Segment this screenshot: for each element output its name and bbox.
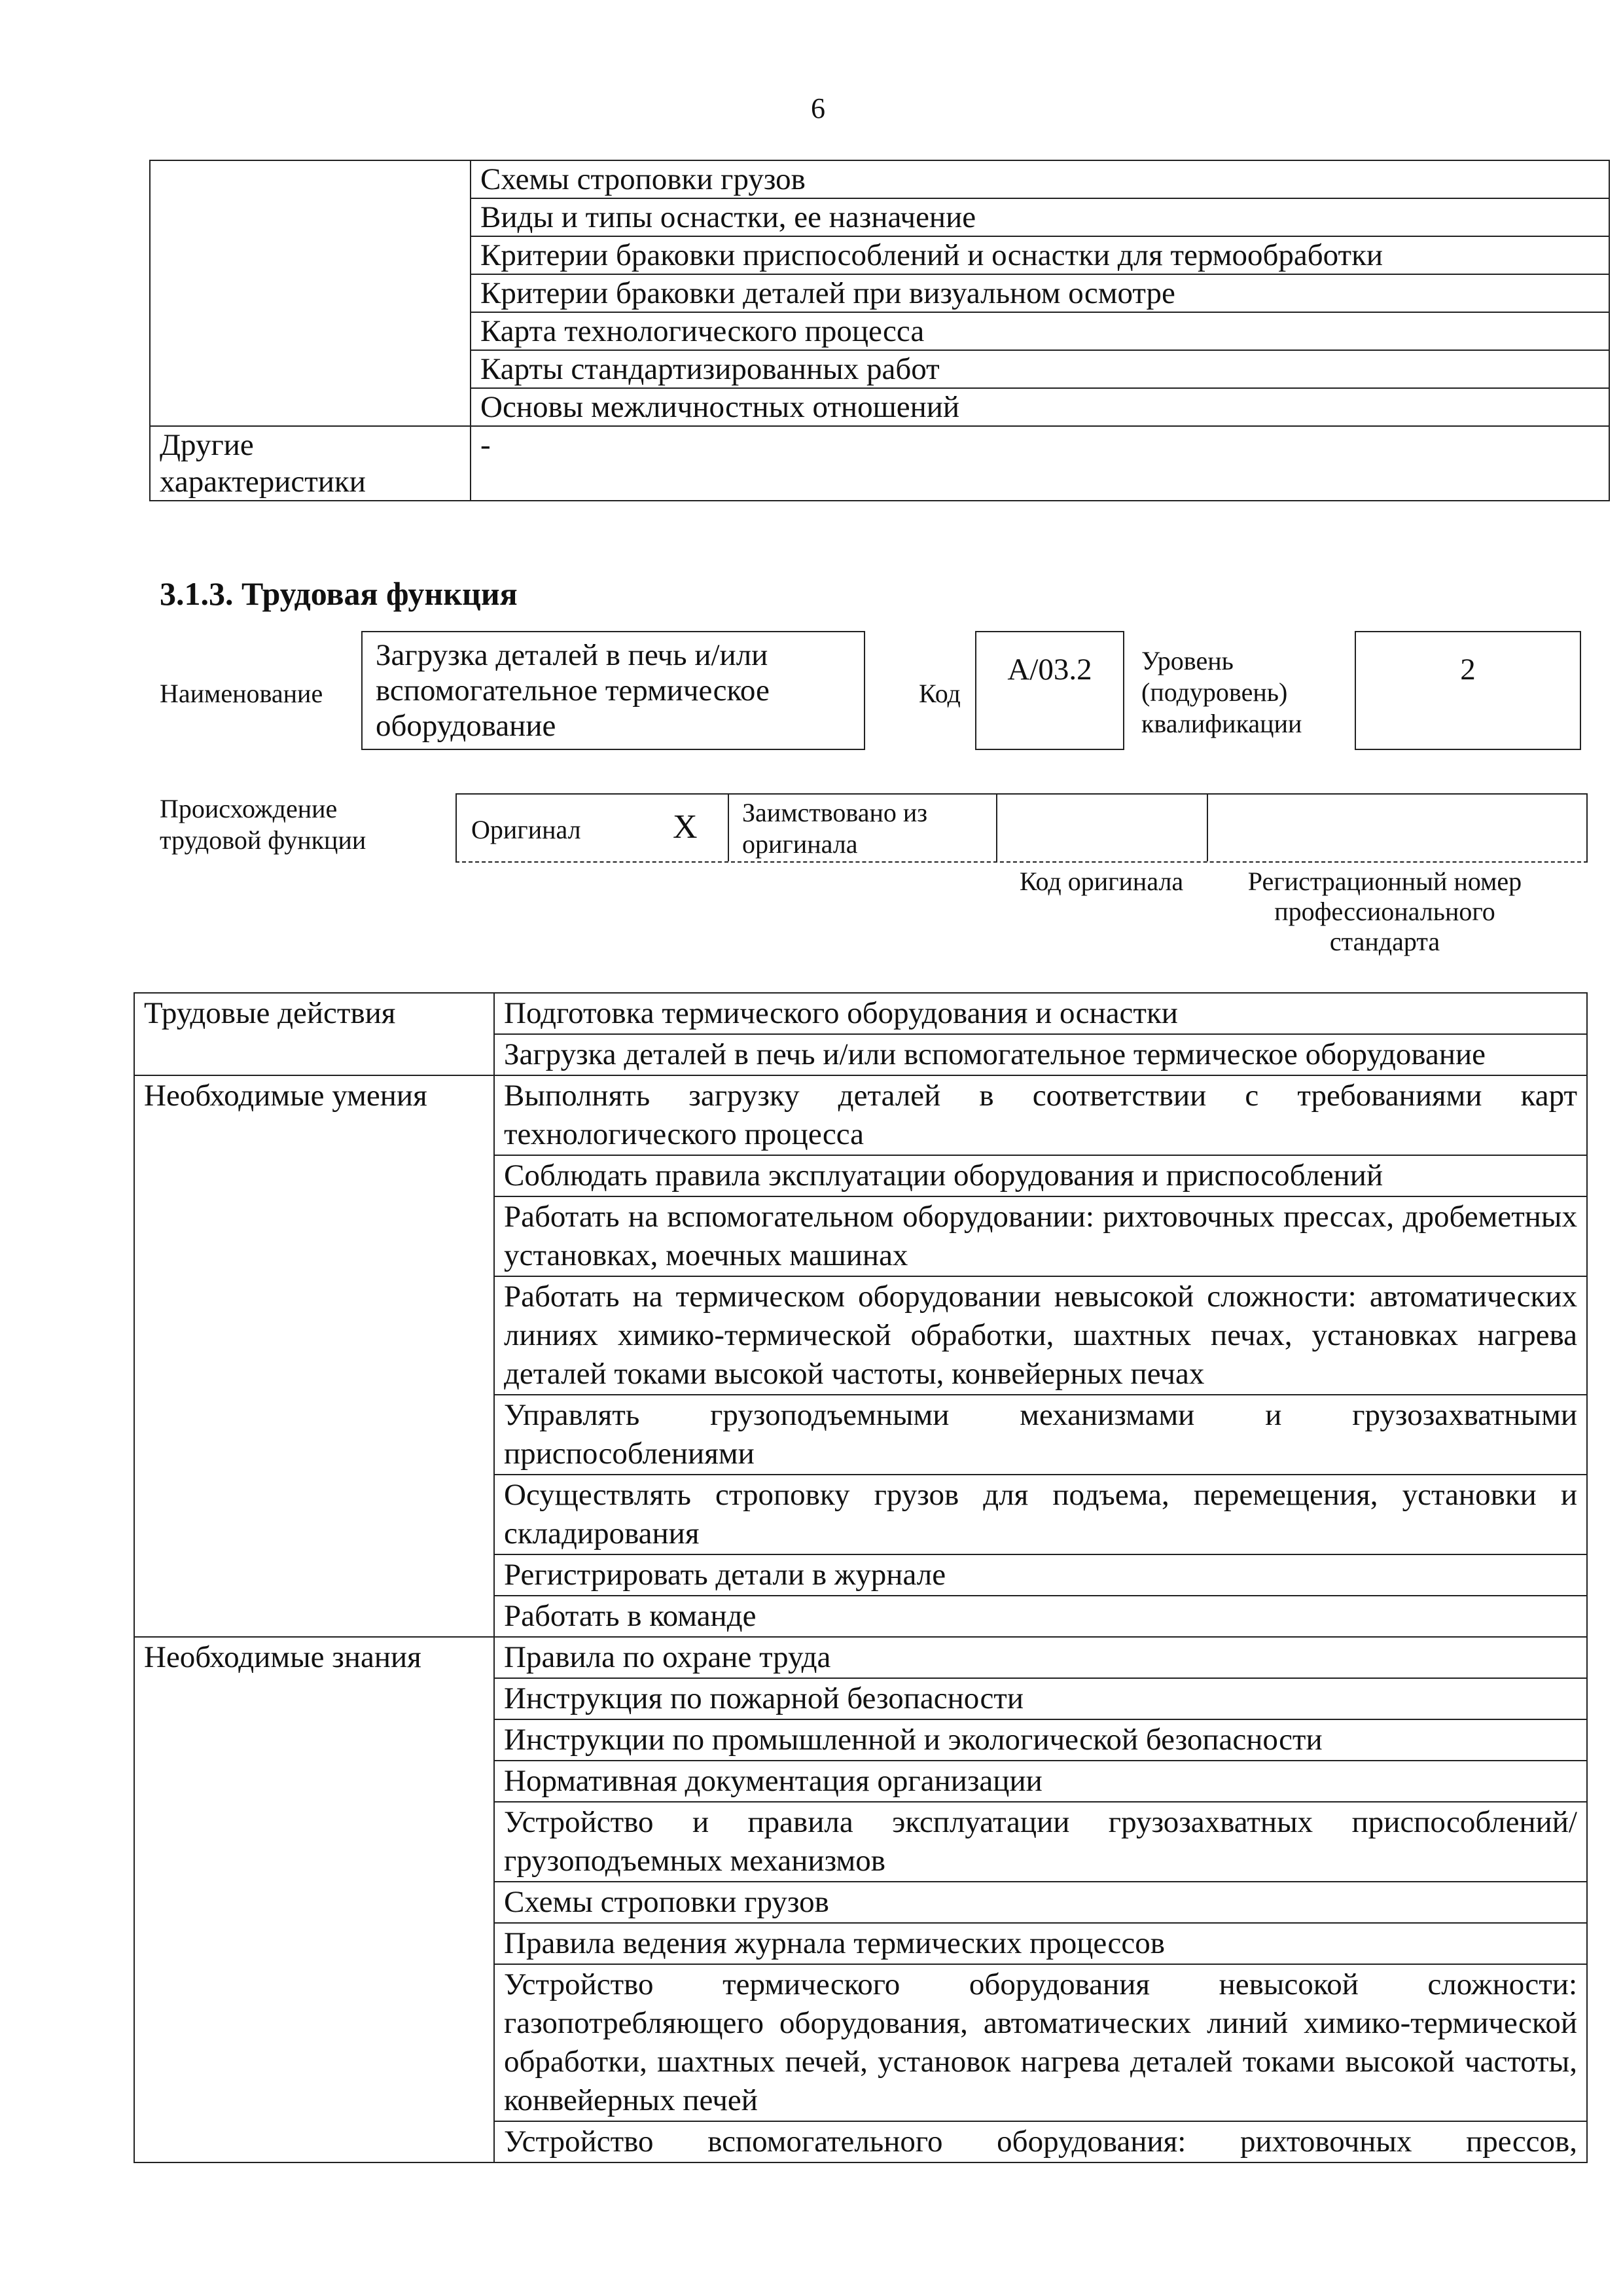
skill-item: Работать на термическом оборудовании невысокой сложности: автоматических линиях химико-термической обработки, шахтных печах, установках нагрева деталей токами высокой частоты, конвейерных печах (494, 1276, 1587, 1395)
skills-label: Необходимые умения (134, 1075, 494, 1637)
knowledge-item: Основы межличностных отношений (471, 388, 1609, 426)
skill-item: Работать на вспомогательном оборудовании: рихтовочных прессах, дробеметных установках, моечных машинах (494, 1196, 1587, 1276)
knowledge-item: Критерии браковки приспособлений и оснастки для термообработки (471, 236, 1609, 274)
original-mark: X (673, 808, 698, 846)
level-box (1355, 631, 1581, 750)
knowledge-row: Инструкция по пожарной безопасности (494, 1678, 1587, 1719)
code-value: А/03.2 (1007, 653, 1092, 687)
skill-item: Управлять грузоподъемными механизмами и грузозахватными приспособлениями (494, 1395, 1587, 1475)
skill-item: Выполнять загрузку деталей в соответствии с требованиями карт технологического процесса (494, 1075, 1587, 1155)
original-cell (457, 795, 729, 861)
reg-caption: Регистрационный номер профессионального стандарта (1247, 867, 1522, 956)
skill-item: Осуществлять строповку грузов для подъема, перемещения, установки и складирования (494, 1475, 1587, 1554)
empty-label-cell (150, 160, 471, 426)
knowledge-item: Карты стандартизированных работ (471, 350, 1609, 388)
name-label: Наименование (160, 679, 323, 708)
action-item: Загрузка деталей в печь и/или вспомогательное термическое оборудование (494, 1034, 1587, 1075)
knowledge-item: Схемы строповки грузов (471, 160, 1609, 198)
other-characteristics-value: - (471, 426, 1609, 501)
section-title: 3.1.3. Трудовая функция (160, 575, 518, 612)
continuation-table (149, 160, 1610, 501)
labor-function-table (134, 992, 1588, 2163)
code-caption: Код оригинала (1019, 867, 1184, 896)
knowledge-row: Устройство термического оборудования невысокой сложности: газопотребляющего оборудования, автоматических линий химико-термической обработки, шахтных печей, установок нагрева деталей токами высокой частоты, конвейерных печей (494, 1964, 1587, 2121)
origin-label: Происхождение трудовой функции (160, 794, 366, 855)
knowledge-row: Схемы строповки грузов (494, 1882, 1587, 1923)
name-box (361, 631, 865, 750)
code-box (975, 631, 1124, 750)
original-code-cell (997, 795, 1208, 861)
borrowed-cell (729, 795, 997, 861)
knowledge-row: Нормативная документация организации (494, 1761, 1587, 1802)
knowledge-row: Устройство и правила эксплуатации грузозахватных приспособлений/грузоподъемных механизмов (494, 1802, 1587, 1882)
knowledge-row: Правила по охране труда (494, 1637, 1587, 1678)
knowledge-item: Критерии браковки деталей при визуальном осмотре (471, 274, 1609, 312)
knowledge-row: Правила ведения журнала термических процессов (494, 1923, 1587, 1964)
knowledge-item: Виды и типы оснастки, ее назначение (471, 198, 1609, 236)
knowledge-label: Необходимые знания (134, 1637, 494, 2162)
other-characteristics-label: Другие характеристики (150, 426, 471, 501)
knowledge-row: Устройство вспомогательного оборудования: рихтовочных прессов, (494, 2121, 1587, 2162)
knowledge-item: Карта технологического процесса (471, 312, 1609, 350)
actions-label: Трудовые действия (134, 993, 494, 1075)
skill-item: Соблюдать правила эксплуатации оборудования и приспособлений (494, 1155, 1587, 1196)
borrowed-label: Заимствовано из оригинала (742, 798, 928, 859)
reg-number-cell (1208, 795, 1586, 861)
original-label: Оригинал (471, 815, 581, 844)
level-value: 2 (1460, 653, 1476, 687)
page-number: 6 (811, 92, 825, 124)
action-item: Подготовка термического оборудования и оснастки (494, 993, 1587, 1034)
function-name: Загрузка деталей в печь и/или вспомогательное термическое оборудование (376, 638, 770, 743)
skill-item: Регистрировать детали в журнале (494, 1554, 1587, 1596)
knowledge-row: Инструкции по промышленной и экологической безопасности (494, 1719, 1587, 1761)
code-label: Код (919, 679, 961, 708)
level-label: Уровень (подуровень) квалификации (1141, 646, 1302, 738)
skill-item: Работать в команде (494, 1596, 1587, 1637)
origin-row (455, 793, 1588, 863)
